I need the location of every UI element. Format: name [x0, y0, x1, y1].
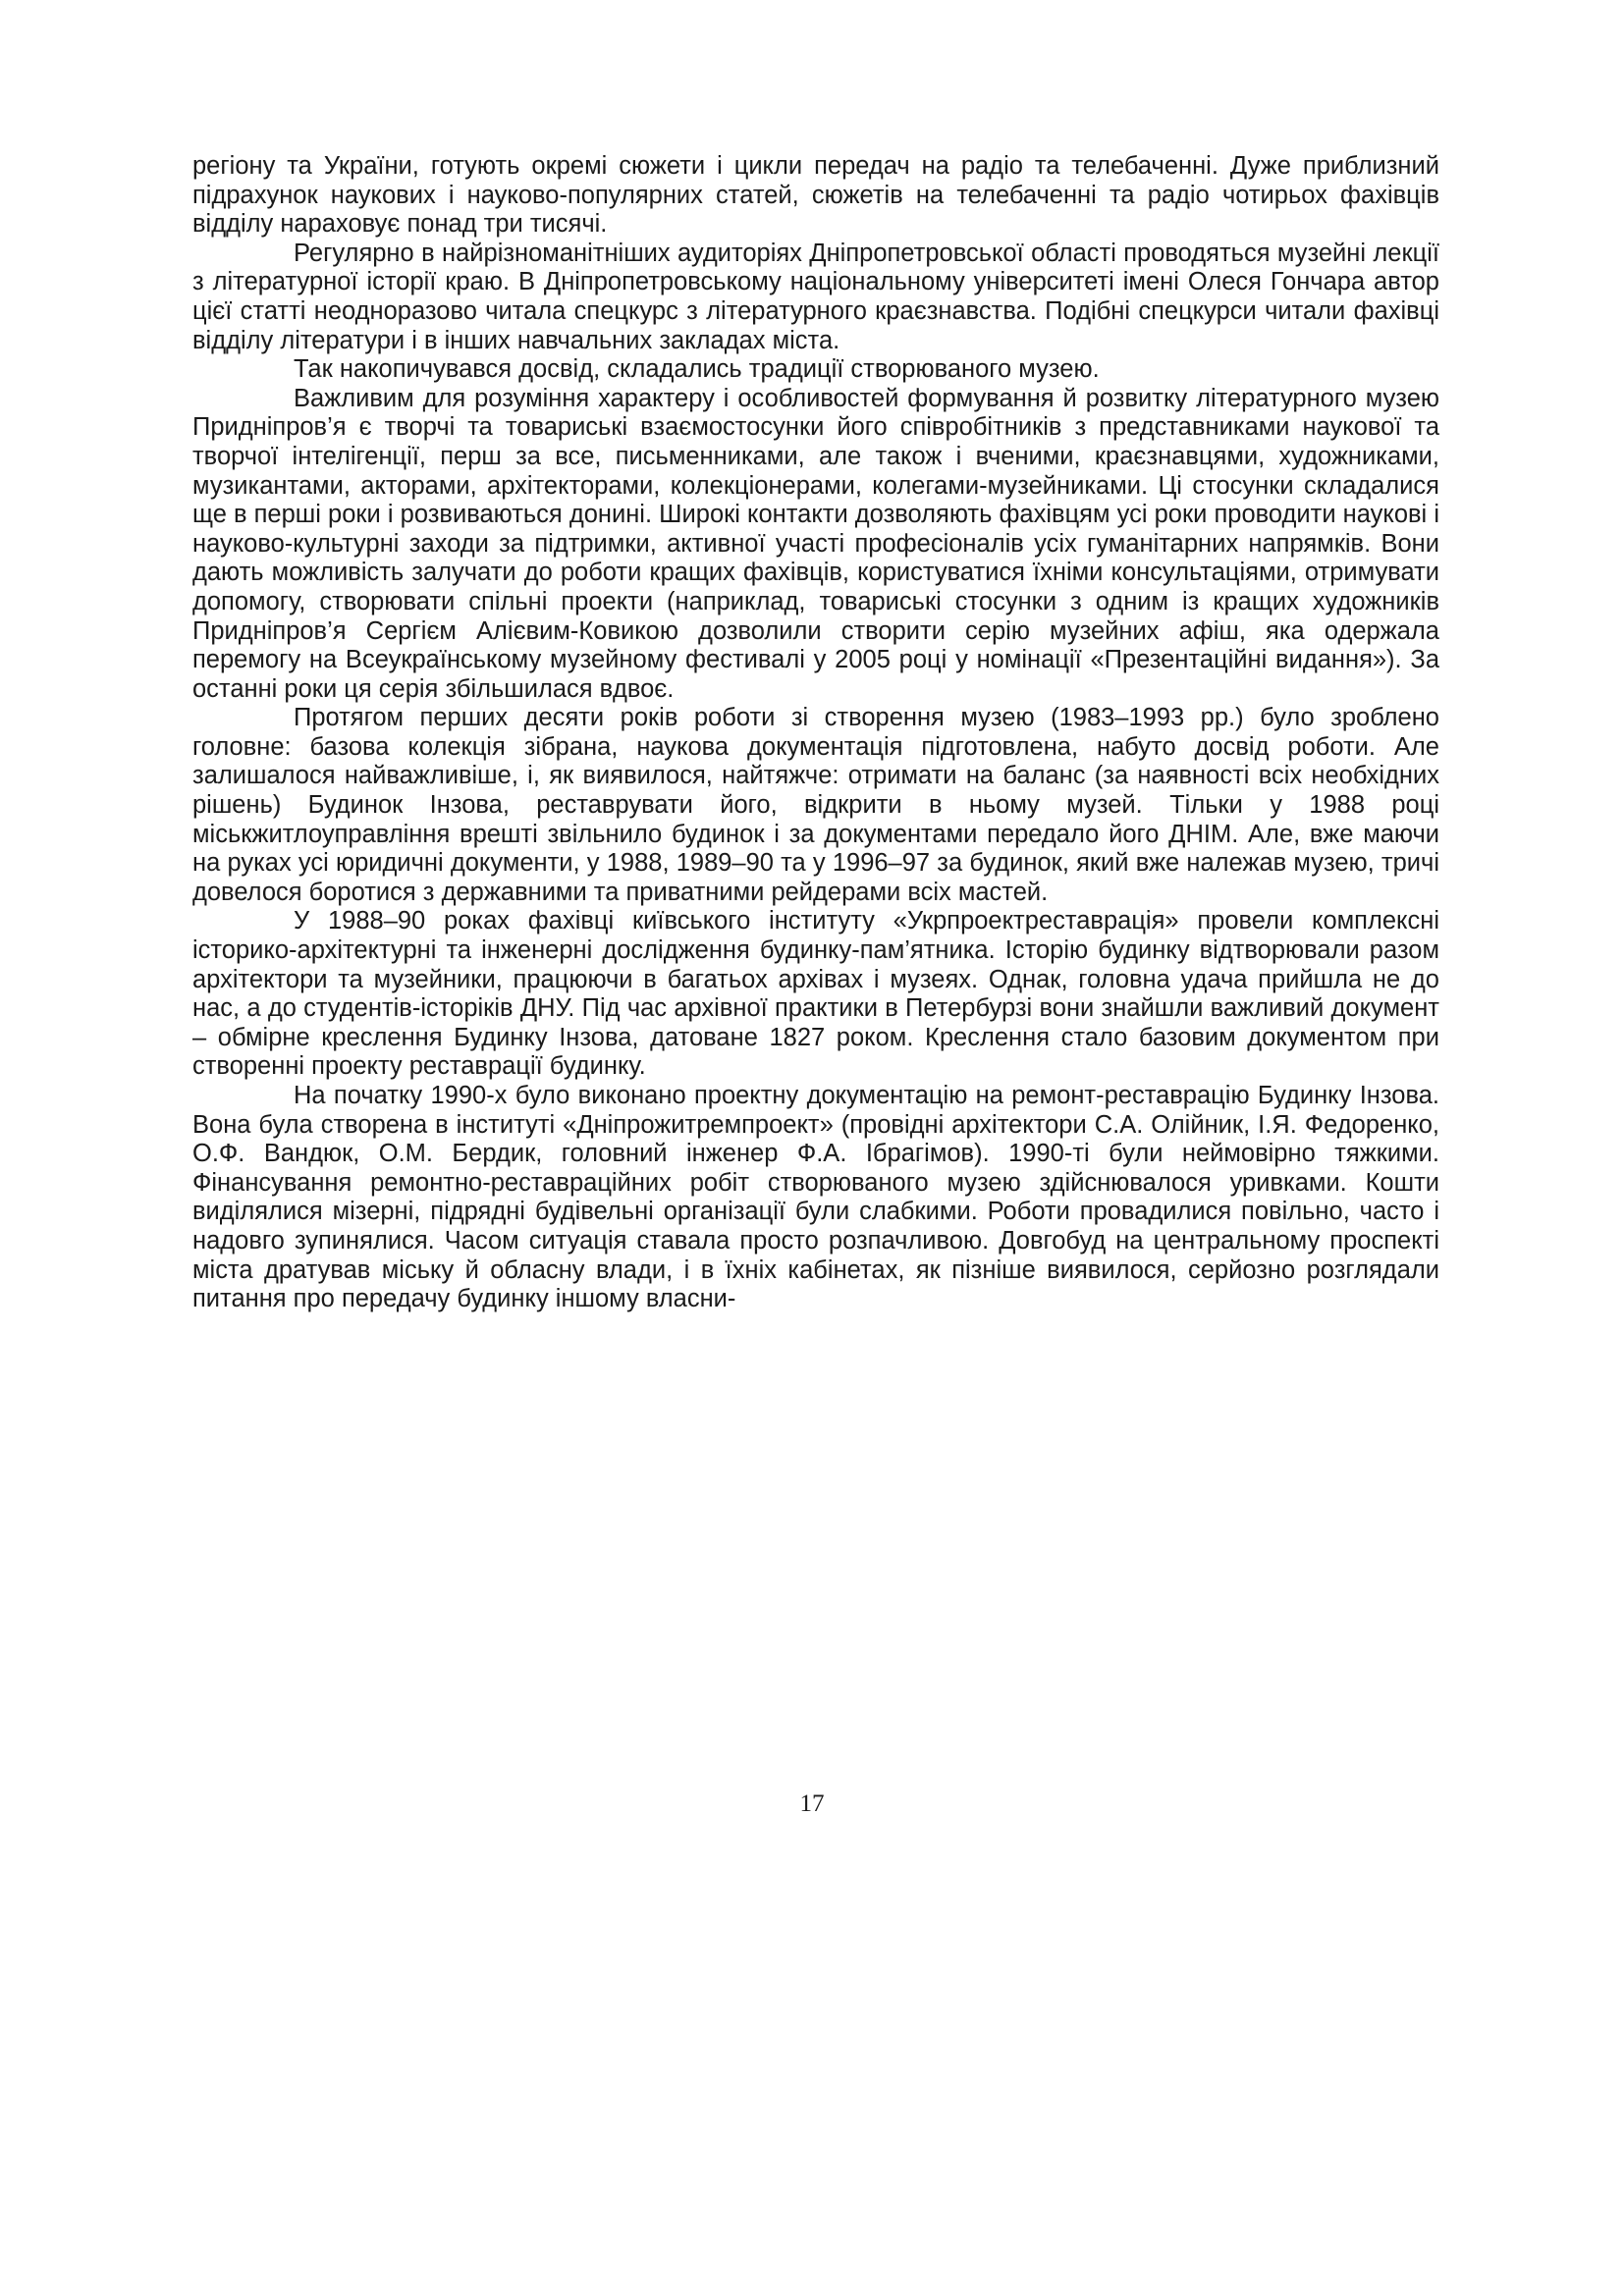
paragraph-4: Важливим для розуміння характеру і особливостей формування й розвитку літературного музею Придніпров’я є творчі та товариські взаємостосунки його співробітників з представниками наукової та творчої інтелігенції, перш за все, письменниками, але також і вченими, краєзнавцями, художниками, музикантами, акторами, архітекторами, колекціонерами, колегами-музейниками. Ці стосунки складалися ще в перші роки і розвиваються донині. Широкі контакти дозволяють фахівцям усі роки проводити наукові і науково-культурні заходи за підтримки, активної участі професіоналів усіх гуманітарних напрямків. Вони дають можливість залучати до роботи кращих фахівців, користуватися їхніми консультаціями, отримувати допомогу, створювати спільні проекти (наприклад, товариські стосунки з одним із кращих художників Придніпров’я Сергієм Алієвим-Ковикою дозволили створити серію музейних афіш, яка одержала перемогу на Всеукраїнському музейному фестивалі у 2005 році у номінації «Презентаційні видання»). За останні роки ця серія збільшилася вдвоє. — [192, 384, 1439, 703]
paragraph-1: регіону та України, готують окремі сюжети і цикли передач на радіо та телебаченні. Дуже приблизний підрахунок наукових і науково-популярних статей, сюжетів на телебаченні та радіо чотирьох фахівців відділу нараховує понад три тисячі. — [192, 152, 1439, 239]
body-text — [192, 152, 1439, 1314]
paragraph-5: Протягом перших десяти років роботи зі створення музею (1983–1993 рр.) було зроблено головне: базова колекція зібрана, наукова документація підготовлена, набуто досвід роботи. Але залишалося найважливіше, і, як виявилося, найтяжче: отримати на баланс (за наявності всіх необхідних рішень) Будинок Інзова, реставрувати його, відкрити в ньому музей. Тільки у 1988 році міськжитлоуправління врешті звільнило будинок і за документами передало його ДНІМ. Але, вже маючи на руках усі юридичні документи, у 1988, 1989–90 та у 1996–97 за будинок, який вже належав музею, тричі довелося боротися з державними та приватними рейдерами всіх мастей. — [192, 704, 1439, 906]
paragraph-2: Регулярно в найрізноманітніших аудиторіях Дніпропетровської області проводяться музейні лекції з літературної історії краю. В Дніпропетровському національному університеті імені Олеся Гончара автор цієї статті неодноразово читала спецкурс з літературного краєзнавства. Подібні спецкурси читали фахівці відділу літератури і в інших навчальних закладах міста. — [192, 239, 1439, 354]
paragraph-7: На початку 1990-х було виконано проектну документацію на ремонт-реставрацію Будинку Інзова. Вона була створена в інституті «Дніпрожитремпроект» (провідні архітектори С.А. Олійник, І.Я. Федоренко, О.Ф. Вандюк, О.М. Бердик, головний інженер Ф.А. Ібрагімов). 1990-ті були неймовірно тяжкими. Фінансування ремонтно-реставраційних робіт створюваного музею здійснювалося уривками. Кошти виділялися мізерні, підрядні будівельні організації були слабкими. Роботи провадилися повільно, часто і надовго зупинялися. Часом ситуація ставала просто розпачливою. Довгобуд на центральному проспекті міста дратував міську й обласну влади, і в їхніх кабінетах, як пізніше виявилося, серйозно розглядали питання про передачу будинку іншому власни- — [192, 1082, 1439, 1313]
paragraph-3: Так накопичувався досвід, складались традиції створюваного музею. — [294, 355, 1100, 384]
page-number: 17 — [799, 1790, 825, 1817]
paragraph-6: У 1988–90 роках фахівці київського інституту «Укрпроектреставрація» провели комплексні історико-архітектурні та інженерні дослідження будинку-пам’ятника. Історію будинку відтворювали разом архітектори та музейники, працюючи в багатьох архівах і музеях. Однак, головна удача прийшла не до нас, а до студентів-історіків ДНУ. Під час архівної практики в Петербурзі вони знайшли важливий документ – обмірне креслення Будинку Інзова, датоване 1827 роком. Креслення стало базовим документом при створенні проекту реставрації будинку. — [192, 907, 1439, 1081]
